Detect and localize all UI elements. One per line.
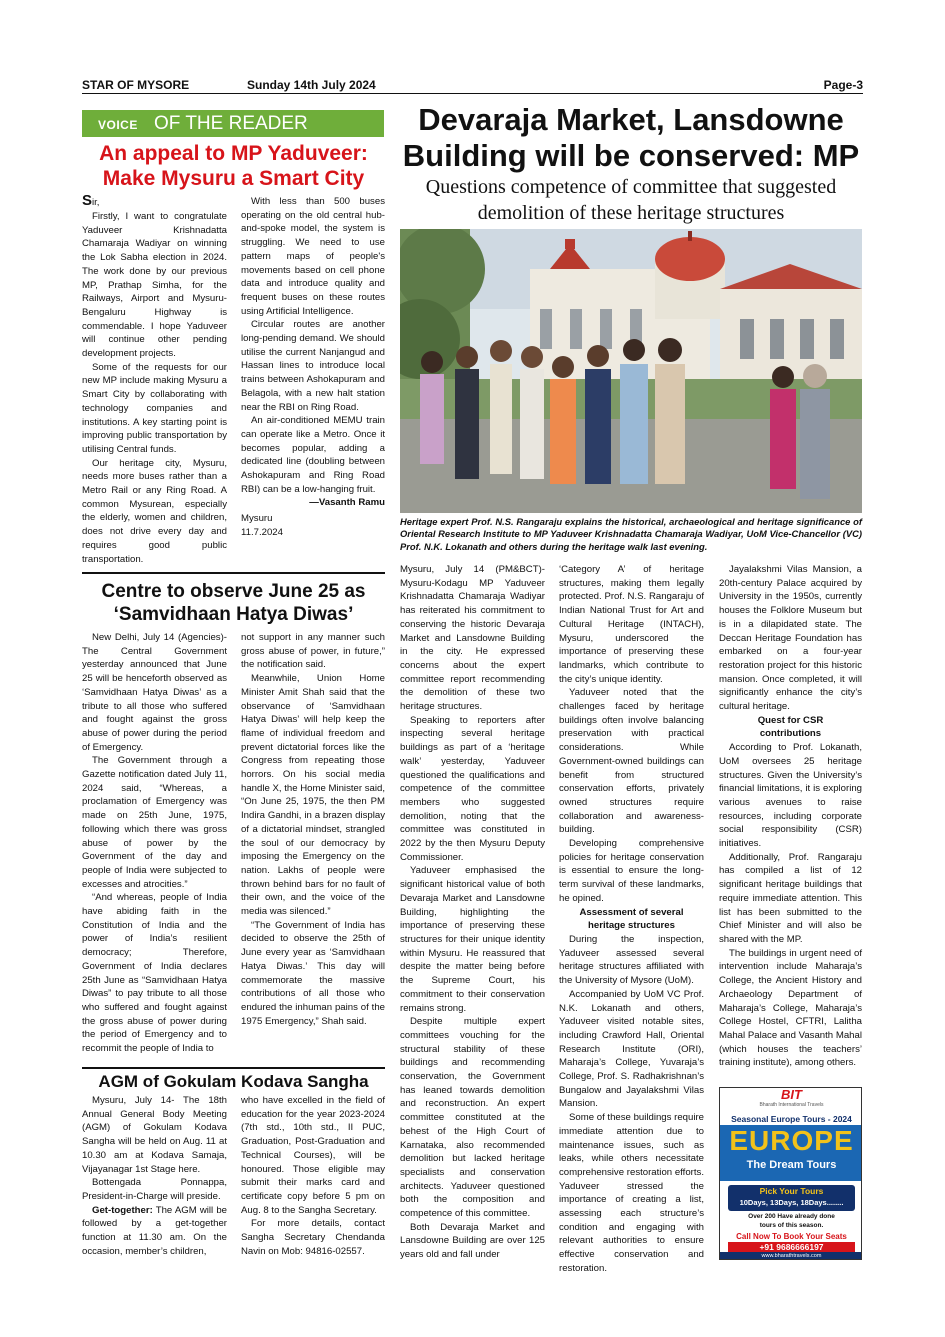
devaraja-para: Despite multiple expert committees vouching for the structural stability of these buildings and recommending conservation, the Government has leaned towards demolition and reconstruction. An expert committee constituted at the behest of the High Court of Karnataka, also recommended demolition but lacked heritage specialists and conservation architects. Yaduveer questioned both the composition and competence of this committee. — [400, 1016, 545, 1220]
photo-caption: Heritage expert Prof. N.S. Rangaraju explains the historical, archaeological and heritage significance of Oriental Research Institute to MP Yaduveer Krishnadatta Chamaraja Wadiyar, UoM Vice-Chancellor (VC) Prof. N.K. Lokanath and others during the heritage walk last evening. — [400, 516, 862, 552]
devaraja-column-1 — [400, 563, 545, 1262]
agm-para: For more details, contact Sangha Secretary Chendanda Navin on Mob: 94816-02557. — [241, 1218, 385, 1257]
devaraja-headline-line2: Building will be conserved: MP — [402, 138, 860, 173]
ad-pick-tours-box — [728, 1185, 855, 1211]
devaraja-para: Jayalakshmi Vilas Mansion, a 20th-century Palace acquired by University in the 1950s, currently houses the Folklore Museum but is in a dilapidated state. The Deccan Heritage Foundation has embarked on a four-year restoration project for this historic mansion. Once completed, it will significantly enhance the city’s cultural heritage. — [719, 564, 862, 713]
ad-over-text — [720, 1213, 862, 1230]
devaraja-subheadline-line1: Questions competence of committee that suggested — [425, 176, 837, 198]
agm-column-2 — [241, 1094, 385, 1258]
salutation — [82, 193, 227, 210]
ad-url[interactable]: www.bharathtravels.com — [720, 1252, 862, 1260]
agm-column-1 — [82, 1094, 227, 1258]
devaraja-para: Mysuru, July 14 (PM&BCT)- Mysuru-Kodagu MP Yaduveer Krishnadatta Chamaraja Wadiyar has reiterated his commitment to conserving the historic Devaraja Market and Lansdowne Building in the city. He expressed concerns about the expert committee report recommending the demolition of these two heritage structures. — [400, 564, 545, 713]
devaraja-para: Developing comprehensive policies for heritage conservation is essential to ensure the long-term survival of these landmarks, he opined. — [559, 838, 704, 904]
letter-place: Mysuru — [241, 513, 273, 525]
ad-days: 10Days, 13Days, 18Days........ — [739, 1198, 844, 1207]
agm-get-together-label: Get-together: — [92, 1204, 153, 1216]
appeal-para: With less than 500 buses operating on the old central hub-and-spoke model, the system is struggling. We need to use pattern maps of people's movements based on cell phone data and introduce quality and frequent buses on these routes using Artificial Intelligence. — [241, 196, 385, 317]
ad-logo: BIT — [781, 1087, 802, 1102]
samvidhaan-para: “And whereas, people of India have abiding faith in the Constitution of India and the power of India’s resilient democracy; Therefore, Government of India declares 25th June as “Samvidhaan Hatya Diwas” to pay tribute to all those who suffered and fought against the gross abuse of power during the period of Emergency and to recommit the people of India to — [82, 892, 227, 1055]
ad-over-line1: Over 200 Have already done — [748, 1213, 835, 1220]
appeal-para: An air-conditioned MEMU train can operate like a Metro. Once it becomes popular, adding a dedicated line (doubling between Ashokapuram and Ring Road RBI) can be a low-hanging fruit. — [241, 415, 385, 495]
agm-headline: AGM of Gokulam Kodava Sangha — [98, 1072, 369, 1091]
samvidhaan-column-2 — [241, 631, 385, 1028]
samvidhaan-para: not support in any manner such gross abuse of power, in future,” the notification said. — [241, 632, 385, 671]
devaraja-para: During the inspection, Yaduveer assessed several heritage structures affiliated with the University of Mysore (UoM). — [559, 933, 704, 987]
devaraja-para: Speaking to reporters after inspecting several heritage buildings as part of a ‘heritage walk’ yesterday, Yaduveer questioned the qualifications and competence of the committee members who suggested demolition, noting that the committee was constituted in 2022 by the then Mysuru Deputy Commissioner. — [400, 714, 545, 863]
salutation-rest: ir, — [92, 197, 100, 208]
ad-over-line2: tours of this season. — [759, 1221, 824, 1229]
devaraja-column-3 — [719, 563, 862, 1070]
appeal-para: Some of the requests for our new MP include making Mysuru a Smart City by collaborating with technology companies and institutions. A key starting point is improving public transportation by utilising Central funds. — [82, 361, 227, 455]
samvidhaan-column-1 — [82, 631, 227, 1056]
devaraja-para: ‘Category A’ of heritage structures, making them legally protected. Prof. N.S. Rangaraju of Indian National Trust for Art and Cultural Heritage (INTACH), Mysuru, underscored the importance of preserving these landmarks, which contribute to the city’s unique identity. — [559, 564, 704, 685]
appeal-para: Firstly, I want to congratulate Yaduveer Krishnadatta Chamaraja Wadiyar on winning the Lok Sabha election in 2024. The work done by our previous MP, Prathap Simha, for the Railways, Airport and Mysuru-Bengaluru Highway is commendable. I hope Yaduveer will continue other pending development projects. — [82, 211, 227, 360]
appeal-column-2 — [241, 195, 385, 540]
devaraja-para: Some of these buildings require immediate attention due to maintenance issues, such as leaks, while others necessitate comprehensive restoration efforts. Yaduveer stressed the importance of creating a list, assessing each structure’s condition and engaging with relevant authorities to ensure effective conservation and restoration. — [559, 1112, 704, 1274]
samvidhaan-para: The Government through a Gazette notification dated July 11, 2024 said, “Whereas, a proclamation of Emergency was made on 25th June, 1975, following which there was gross abuse of power by the Government of the day and people of India were subjected to excesses and atrocities.” — [82, 755, 227, 890]
ad-logo-tagline: Bharath International Travels — [759, 1102, 824, 1108]
devaraja-para: According to Prof. Lokanath, UoM oversees 25 heritage structures. Given the University’s financial limitations, it is exploring various avenues to raise resources, including corporate social responsibility (CSR) initiatives. — [719, 742, 862, 850]
samvidhaan-para: New Delhi, July 14 (Agencies)- The Central Government yesterday announced that June 25 will be henceforth observed as ‘Samvidhaan Hatya Diwas’ as a tribute to all those who suffered and fought against the gross abuse of power during the period of Emergency. — [82, 632, 227, 753]
devaraja-column-2 — [559, 563, 704, 1276]
samvidhaan-headline — [82, 580, 385, 626]
devaraja-para: Both Devaraja Market and Lansdowne Building are over 125 years old and fall under — [400, 1221, 545, 1261]
ad-europe-block — [720, 1125, 862, 1181]
ad-dream-text: The Dream Tours — [746, 1159, 837, 1171]
devaraja-para: Accompanied by UoM VC Prof. N.K. Lokanath and others, Yaduveer visited notable sites, including Crawford Hall, Oriental Research Institute (ORI), Maharaja’s College, Yuvaraja’s College, Prof. S. Radhakrishnan’s Bungalow and Jayalakshmi Vilas Mansion. — [559, 988, 704, 1110]
agm-rule — [82, 1067, 385, 1069]
appeal-headline-line2: Make Mysuru a Smart City — [102, 167, 365, 190]
drop-cap: S — [82, 192, 93, 209]
agm-get-together-text: The AGM will be followed by a get-together function at 11.30 am. On the occasion, member’s children, — [82, 1204, 227, 1257]
ad-season-line: Seasonal Europe Tours - 2024 — [731, 1114, 852, 1124]
banner-voice-label: VOICE — [98, 118, 138, 132]
ad-europe-text: EUROPE — [729, 1125, 854, 1156]
ad-logo-area — [720, 1088, 862, 1114]
voice-of-reader-banner — [82, 110, 384, 137]
agm-para: Bottengada Ponnappa, President-in-Charge will preside. — [82, 1177, 227, 1202]
ad-phone[interactable]: +91 9686666197 — [728, 1242, 855, 1252]
devaraja-subheadline-line2: demolition of these heritage structures — [477, 202, 785, 224]
issue-date: Sunday 14th July 2024 — [247, 78, 376, 92]
agm-para: Mysuru, July 14- The 18th Annual General Body Meeting (AGM) of Gokulam Kodava Sangha will be held on Aug. 11 at 10.30 am at Kodava Samaja, Vijayanagar 1st Stage here. — [82, 1095, 227, 1175]
devaraja-para: The buildings in urgent need of intervention include Maharaja’s College, the Ancient History and Archaeology Department of Maharaja’s College, Maharaja’s College Hostel, CFTRI, Lalitha Mahal Palace and Vasanth Mahal (which houses the teachers’ training institute), among others. — [719, 947, 862, 1069]
appeal-para: Circular routes are another long-pending demand. We should utilise the current Nanjangud and Hassan lines to introduce local trains between Ashokapuram and Belagola, with a new halt station near the RBI on Ring Road. — [241, 319, 385, 413]
heritage-walk-photo-drawing — [400, 229, 862, 513]
devaraja-para: Additionally, Prof. Rangaraju has compiled a list of 12 significant heritage buildings that require immediate attention. This list has been submitted to the Chief Minister and will also be shared with the MP. — [719, 851, 862, 945]
devaraja-para: Yaduveer noted that the challenges faced by heritage buildings often involve balancing preservation with practical considerations. While Government-owned buildings can benefit from structured conservation efforts, privately owned structures require collaboration and awareness-building. — [559, 687, 704, 836]
subhead-csr: Quest for CSR contributions — [757, 714, 824, 740]
samvidhaan-para: Meanwhile, Union Home Minister Amit Shah said that the observance of ‘Samvidhaan Hatya Diwas’ will help keep the flame of individual freedom and prevent dictatorial forces like the Congress from repeating those horrors. On his social media handle X, the Home Minister said, “On June 25, 1975, the then PM Indira Gandhi, in a brazen display of a dictatorial mindset, strangled the soul of our democracy by imposing the Emergency on the nation. Lakhs of people were thrown behind bars for no fault of their own, and the voice of the media was silenced.” — [241, 673, 385, 918]
ad-call-now: Call Now To Book Your Seats — [736, 1232, 847, 1241]
devaraja-para: Yaduveer emphasised the significant historical value of both Devaraja Market and Lansdowne Building, highlighting the importance of preserving these structures for their unique identity within Mysuru. He reassured that despite the matter being before the Supreme Court, his commitment to their conservation remains strong. — [400, 865, 545, 1014]
samvidhaan-rule — [82, 572, 385, 574]
agm-para: who have excelled in the field of education for the year 2023-2024 (7th std., 10th std., II PUC, Graduation, Post-Graduation and Technical Courses), will be honoured. Those eligible may submit their marks card and certificate copy before 5 pm on Aug. 8 to the Sangha Secretary. — [241, 1095, 385, 1216]
page-header — [82, 76, 863, 94]
agm-para — [82, 1204, 227, 1259]
devaraja-headline — [400, 102, 862, 174]
devaraja-headline-line1: Devaraja Market, Lansdowne — [418, 102, 844, 137]
newspaper-name: STAR OF MYSORE — [82, 78, 190, 92]
samvidhaan-headline-line1: Centre to observe June 25 as — [101, 581, 366, 602]
devaraja-subheadline — [398, 174, 864, 226]
letter-signature: —Vasanth Ramu — [309, 497, 385, 509]
samvidhaan-para: “The Government of India has decided to observe the 25th of June every year as ‘Samvidhaan Hatya Diwas.’ This day will commemorate the massive contributions of all those who endured the inhuman pains of the 1975 Emergency,” Shah said. — [241, 919, 385, 1027]
ad-pick-tours: Pick Your Tours — [759, 1186, 824, 1196]
appeal-para: Our heritage city, Mysuru, needs more buses rather than a Metro Rail or any Ring Road. A common Mysurean, especially the elderly, women and children, does not drive every day and requires good public transportation. — [82, 457, 227, 565]
subhead-assessment: Assessment of several heritage structures — [579, 906, 684, 932]
letter-date: 11.7.2024 — [241, 526, 283, 538]
europe-tours-ad[interactable] — [719, 1087, 862, 1260]
page-number: Page-3 — [823, 78, 863, 92]
banner-reader-label: OF THE READER — [154, 113, 308, 134]
heritage-walk-photo — [400, 229, 862, 513]
appeal-column-1 — [82, 193, 227, 566]
appeal-headline-line1: An appeal to MP Yaduveer: — [99, 142, 368, 165]
appeal-headline — [80, 141, 387, 191]
samvidhaan-headline-line2: ‘Samvidhaan Hatya Diwas’ — [113, 604, 354, 625]
